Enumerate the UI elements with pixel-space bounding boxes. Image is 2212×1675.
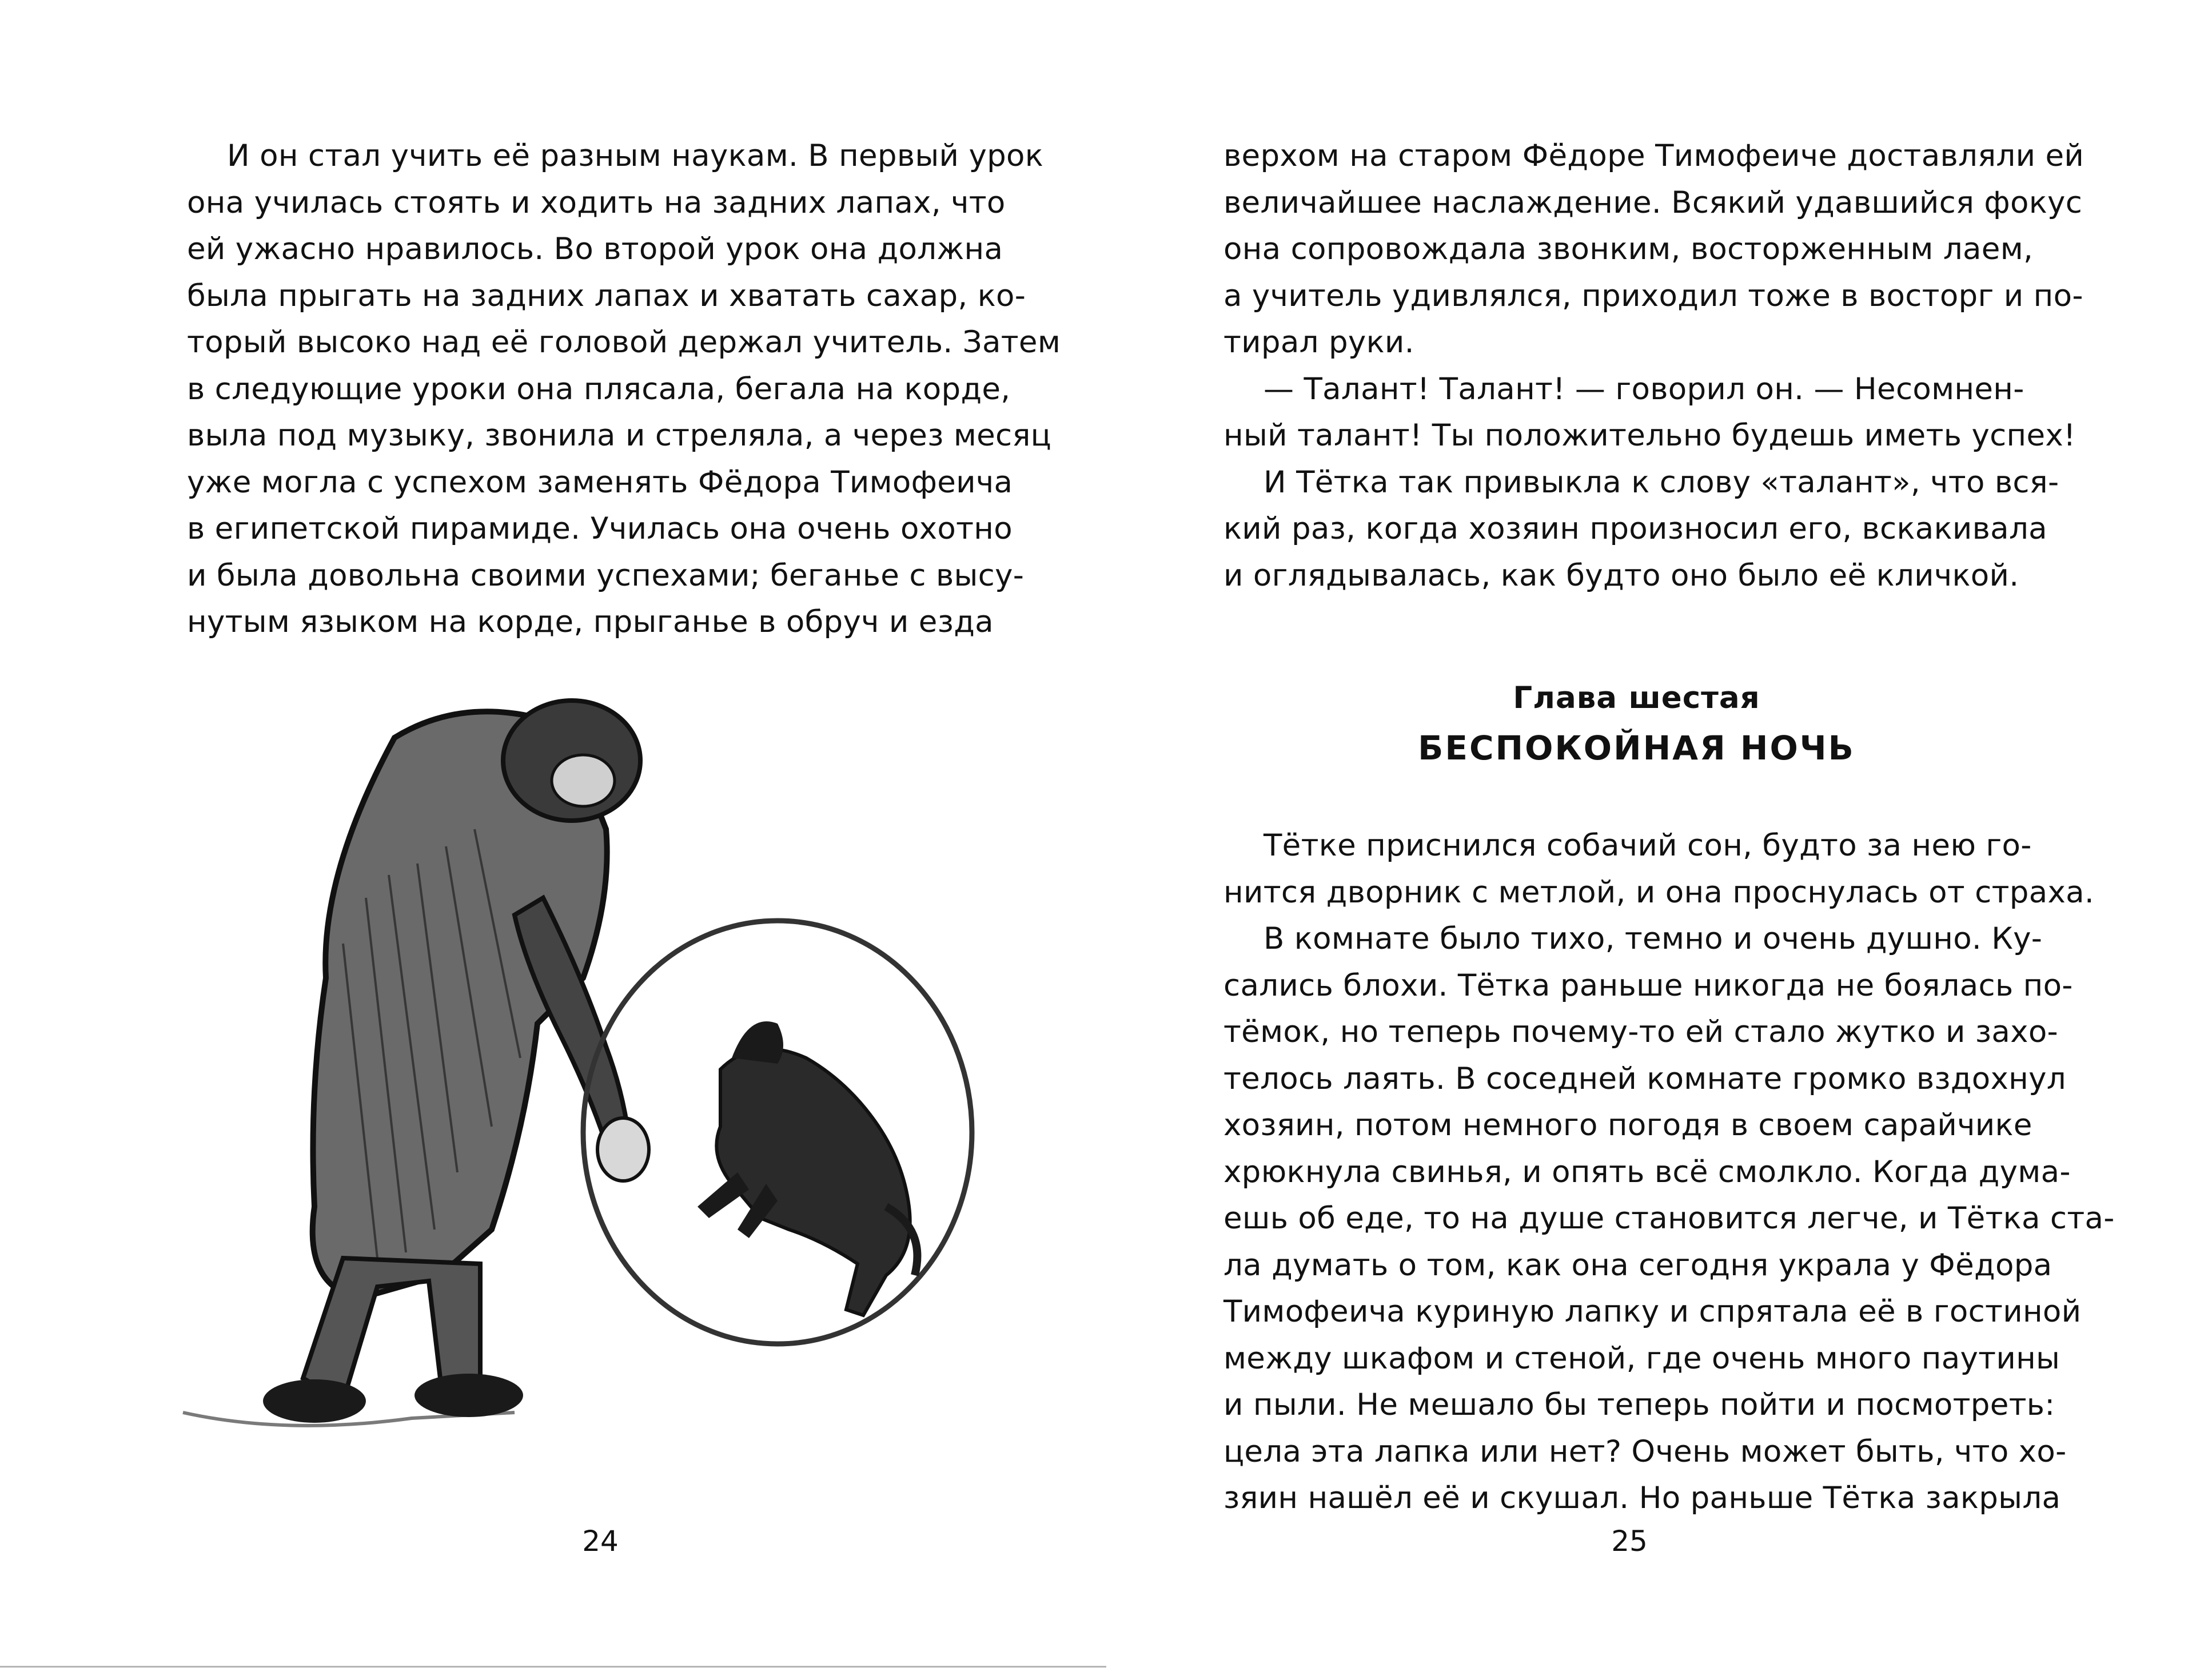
text-line: между шкафом и стеной, где очень много паутины	[1223, 1340, 2060, 1376]
illustration-man-dog-hoop	[172, 658, 1029, 1487]
text-line: выла под музыку, звонила и стреляла, а через месяц	[187, 418, 1052, 453]
right-page	[1106, 0, 2212, 1675]
text-line: в следующие уроки она плясала, бегала на корде,	[187, 371, 1011, 407]
text-line: и была довольна своими успехами; беганье с высу-	[187, 558, 1025, 593]
text-line: И он стал учить её разным наукам. В первый урок	[227, 138, 1044, 173]
text-line: тирал руки.	[1223, 325, 1414, 360]
text-line: хозяин, потом немного погодя в своем сарайчике	[1223, 1108, 2032, 1143]
text-line: она сопровождала звонким, восторженным лаем,	[1223, 232, 2034, 266]
man-hand	[597, 1118, 649, 1181]
left-page-text	[187, 133, 1061, 646]
text-line: уже могла с успехом заменять Фёдора Тимофеича	[187, 464, 1013, 500]
text-line: — Талант! Талант! — говорил он. — Несомнен-	[1264, 371, 2024, 407]
right-page-text-top	[1223, 133, 2085, 599]
text-line: телось лаять. В соседней комнате громко вздохнул	[1223, 1061, 2066, 1096]
dog-ears	[732, 1021, 783, 1064]
text-line: торый высоко над её головой держал учитель. Затем	[187, 325, 1061, 360]
text-line: Тимофеича куриную лапку и спрятала её в гостиной	[1223, 1294, 2082, 1329]
text-line: и оглядывалась, как будто оно было её кличкой.	[1223, 558, 2019, 593]
text-line: сались блохи. Тётка раньше никогда не боялась по-	[1223, 968, 2073, 1003]
text-line: в египетской пирамиде. Училась она очень охотно	[187, 511, 1013, 546]
dog	[716, 1049, 910, 1315]
man-shoe-right	[414, 1374, 523, 1417]
text-line: Тётке приснился собачий сон, будто за нею го-	[1264, 828, 2032, 863]
text-line: ешь об еде, то на душе становится легче, и Тётка ста-	[1223, 1201, 2115, 1236]
chapter-heading	[1223, 674, 2050, 773]
text-line: ный талант! Ты положительно будешь иметь успех!	[1223, 418, 2076, 453]
page-number: 25	[1611, 1525, 1648, 1558]
text-line: цела эта лапка или нет? Очень может быть, что хо-	[1223, 1434, 2067, 1469]
text-line: и пыли. Не мешало бы теперь пойти и посмотреть:	[1223, 1387, 2055, 1422]
text-line: хрюкнула свинья, и опять всё смолкло. Когда дума-	[1223, 1154, 2071, 1189]
text-line: зяин нашёл её и скушал. Но раньше Тётка закрыла	[1223, 1481, 2061, 1515]
text-line: В комнате было тихо, темно и очень душно. Ку-	[1264, 921, 2043, 956]
text-line: кий раз, когда хозяин произносил его, вскакивала	[1223, 511, 2047, 546]
page-edge-rule	[0, 1666, 1106, 1668]
chapter-number: Глава шестая	[1513, 681, 1760, 715]
man-shoe-left	[263, 1379, 366, 1423]
text-line: верхом на старом Фёдоре Тимофеиче доставляли ей	[1223, 138, 2085, 173]
text-line: И Тётка так привыкла к слову «талант», что вся-	[1264, 464, 2059, 500]
text-line: нится дворник с метлой, и она проснулась от страха.	[1223, 874, 2095, 910]
text-line: ей ужасно нравилось. Во второй урок она должна	[187, 232, 1003, 266]
text-line: тёмок, но теперь почему-то ей стало жутко и захо-	[1223, 1014, 2058, 1049]
text-line: а учитель удивлялся, приходил тоже в восторг и по-	[1223, 278, 2083, 313]
chapter-title: БЕСПОКОЙНАЯ НОЧЬ	[1418, 729, 1855, 767]
text-line: была прыгать на задних лапах и хватать сахар, ко-	[187, 278, 1026, 313]
text-line: величайшее наслаждение. Всякий удавшийся фокус	[1223, 185, 2083, 220]
text-line: она училась стоять и ходить на задних лапах, что	[187, 185, 1006, 220]
text-line: нутым языком на корде, прыганье в обруч и езда	[187, 604, 994, 639]
right-page-text-bottom	[1223, 822, 2115, 1522]
text-line: ла думать о том, как она сегодня украла у Фёдора	[1223, 1247, 2052, 1283]
page-number: 24	[582, 1525, 619, 1558]
